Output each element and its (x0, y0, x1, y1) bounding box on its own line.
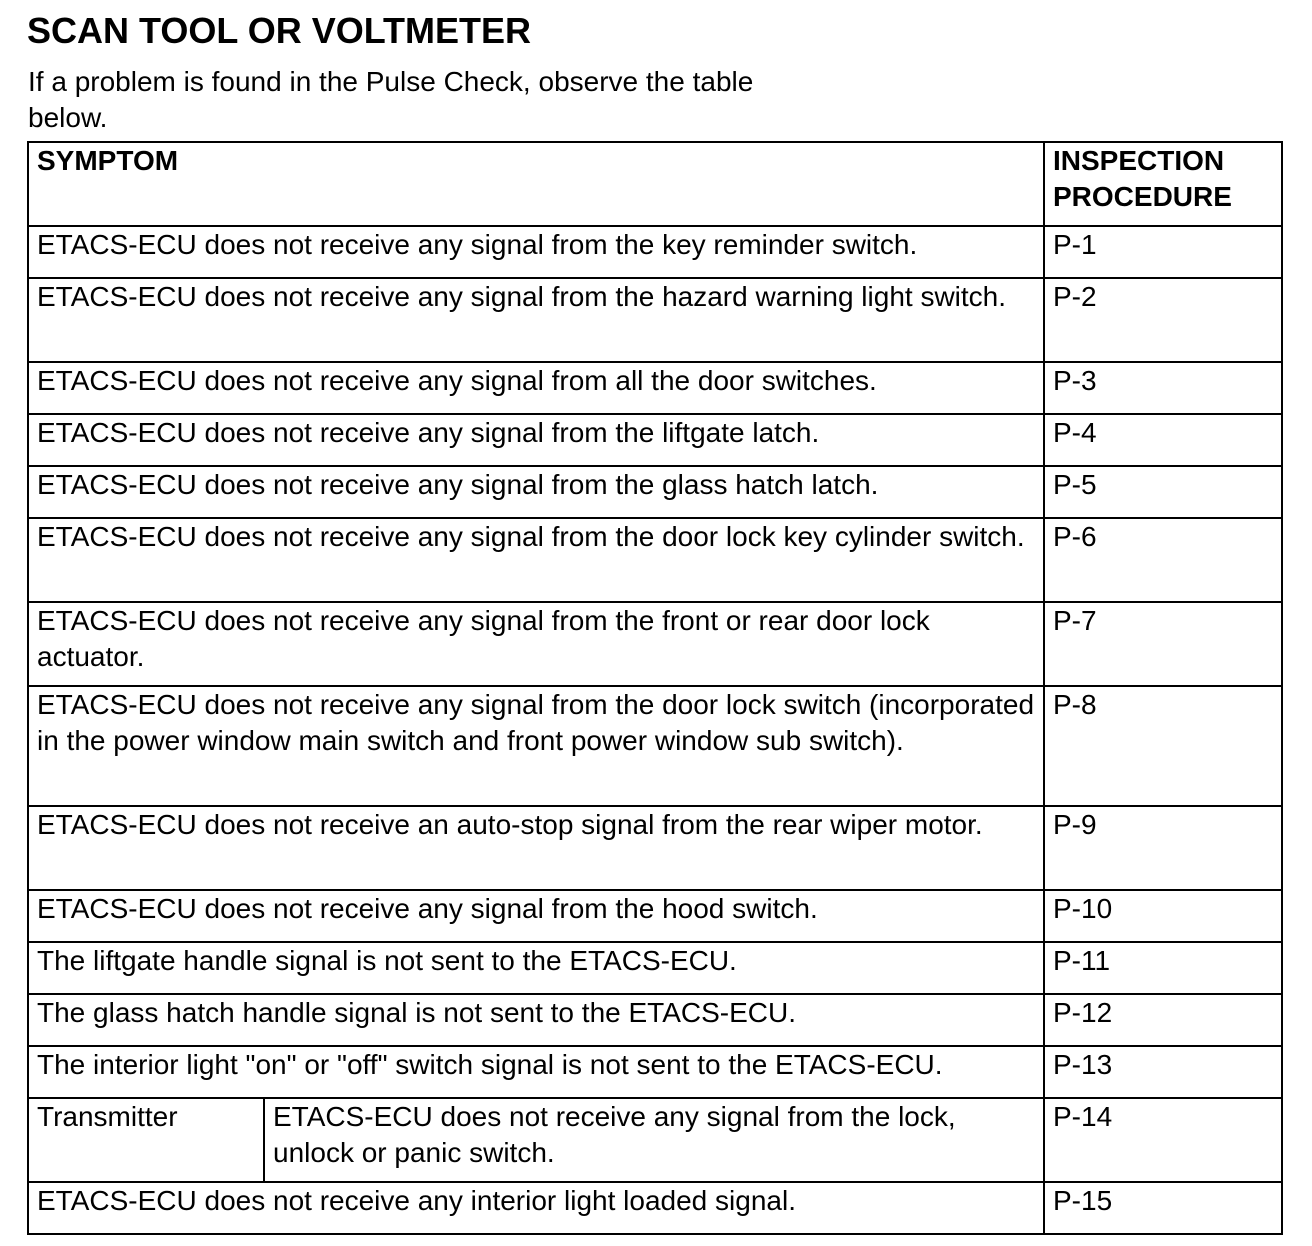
procedure-cell: P-2 (1044, 278, 1282, 362)
table-row (28, 1046, 1282, 1098)
symptom-cell: ETACS-ECU does not receive any signal from all the door switches. (28, 362, 1044, 414)
procedure-cell: P-5 (1044, 466, 1282, 518)
table-row (28, 518, 1282, 602)
procedure-cell: P-6 (1044, 518, 1282, 602)
table-row (28, 806, 1282, 890)
symptom-cell: The interior light "on" or "off" switch signal is not sent to the ETACS-ECU. (28, 1046, 1044, 1098)
symptom-cell: ETACS-ECU does not receive any signal from the key reminder switch. (28, 226, 1044, 278)
procedure-cell: P-9 (1044, 806, 1282, 890)
procedure-cell: P-4 (1044, 414, 1282, 466)
table-row (28, 602, 1282, 686)
page-title: SCAN TOOL OR VOLTMETER (27, 10, 532, 51)
table-row (28, 278, 1282, 362)
table-header-row (28, 142, 1282, 226)
symptom-cell: ETACS-ECU does not receive any signal from the door lock switch (incorporated in the power window main switch and front power window sub switch). (28, 686, 1044, 806)
symptom-cell: ETACS-ECU does not receive any interior light loaded signal. (28, 1182, 1044, 1234)
symptom-cell: ETACS-ECU does not receive any signal from the door lock key cylinder switch. (28, 518, 1044, 602)
procedure-cell: P-14 (1044, 1098, 1282, 1182)
table-row (28, 890, 1282, 942)
intro-text: If a problem is found in the Pulse Check, observe the table below. (28, 66, 754, 133)
header-inspection-procedure: INSPECTION PROCEDURE (1044, 142, 1282, 226)
table-row (28, 994, 1282, 1046)
symptom-cell: ETACS-ECU does not receive any signal from the hood switch. (28, 890, 1044, 942)
procedure-cell: P-8 (1044, 686, 1282, 806)
procedure-cell: P-1 (1044, 226, 1282, 278)
symptom-cell: ETACS-ECU does not receive any signal from the glass hatch latch. (28, 466, 1044, 518)
procedure-cell: P-12 (1044, 994, 1282, 1046)
table-row (28, 226, 1282, 278)
table-row (28, 1182, 1282, 1234)
symptom-cell: ETACS-ECU does not receive any signal from the lock, unlock or panic switch. (264, 1098, 1044, 1182)
symptom-cell: ETACS-ECU does not receive an auto-stop signal from the rear wiper motor. (28, 806, 1044, 890)
symptom-cell: The glass hatch handle signal is not sent to the ETACS-ECU. (28, 994, 1044, 1046)
procedure-cell: P-3 (1044, 362, 1282, 414)
category-cell: Transmitter (28, 1098, 264, 1182)
symptom-cell: ETACS-ECU does not receive any signal from the front or rear door lock actuator. (28, 602, 1044, 686)
table-row (28, 942, 1282, 994)
symptom-cell: The liftgate handle signal is not sent to the ETACS-ECU. (28, 942, 1044, 994)
table-row (28, 362, 1282, 414)
table-row (28, 414, 1282, 466)
symptom-cell: ETACS-ECU does not receive any signal from the liftgate latch. (28, 414, 1044, 466)
procedure-cell: P-15 (1044, 1182, 1282, 1234)
table-row (28, 686, 1282, 806)
procedure-cell: P-7 (1044, 602, 1282, 686)
symptom-cell: ETACS-ECU does not receive any signal from the hazard warning light switch. (28, 278, 1044, 362)
table-row (28, 1098, 1282, 1182)
symptom-table (27, 141, 1283, 1235)
table-row (28, 466, 1282, 518)
procedure-cell: P-11 (1044, 942, 1282, 994)
procedure-cell: P-10 (1044, 890, 1282, 942)
header-symptom: SYMPTOM (28, 142, 1044, 226)
procedure-cell: P-13 (1044, 1046, 1282, 1098)
